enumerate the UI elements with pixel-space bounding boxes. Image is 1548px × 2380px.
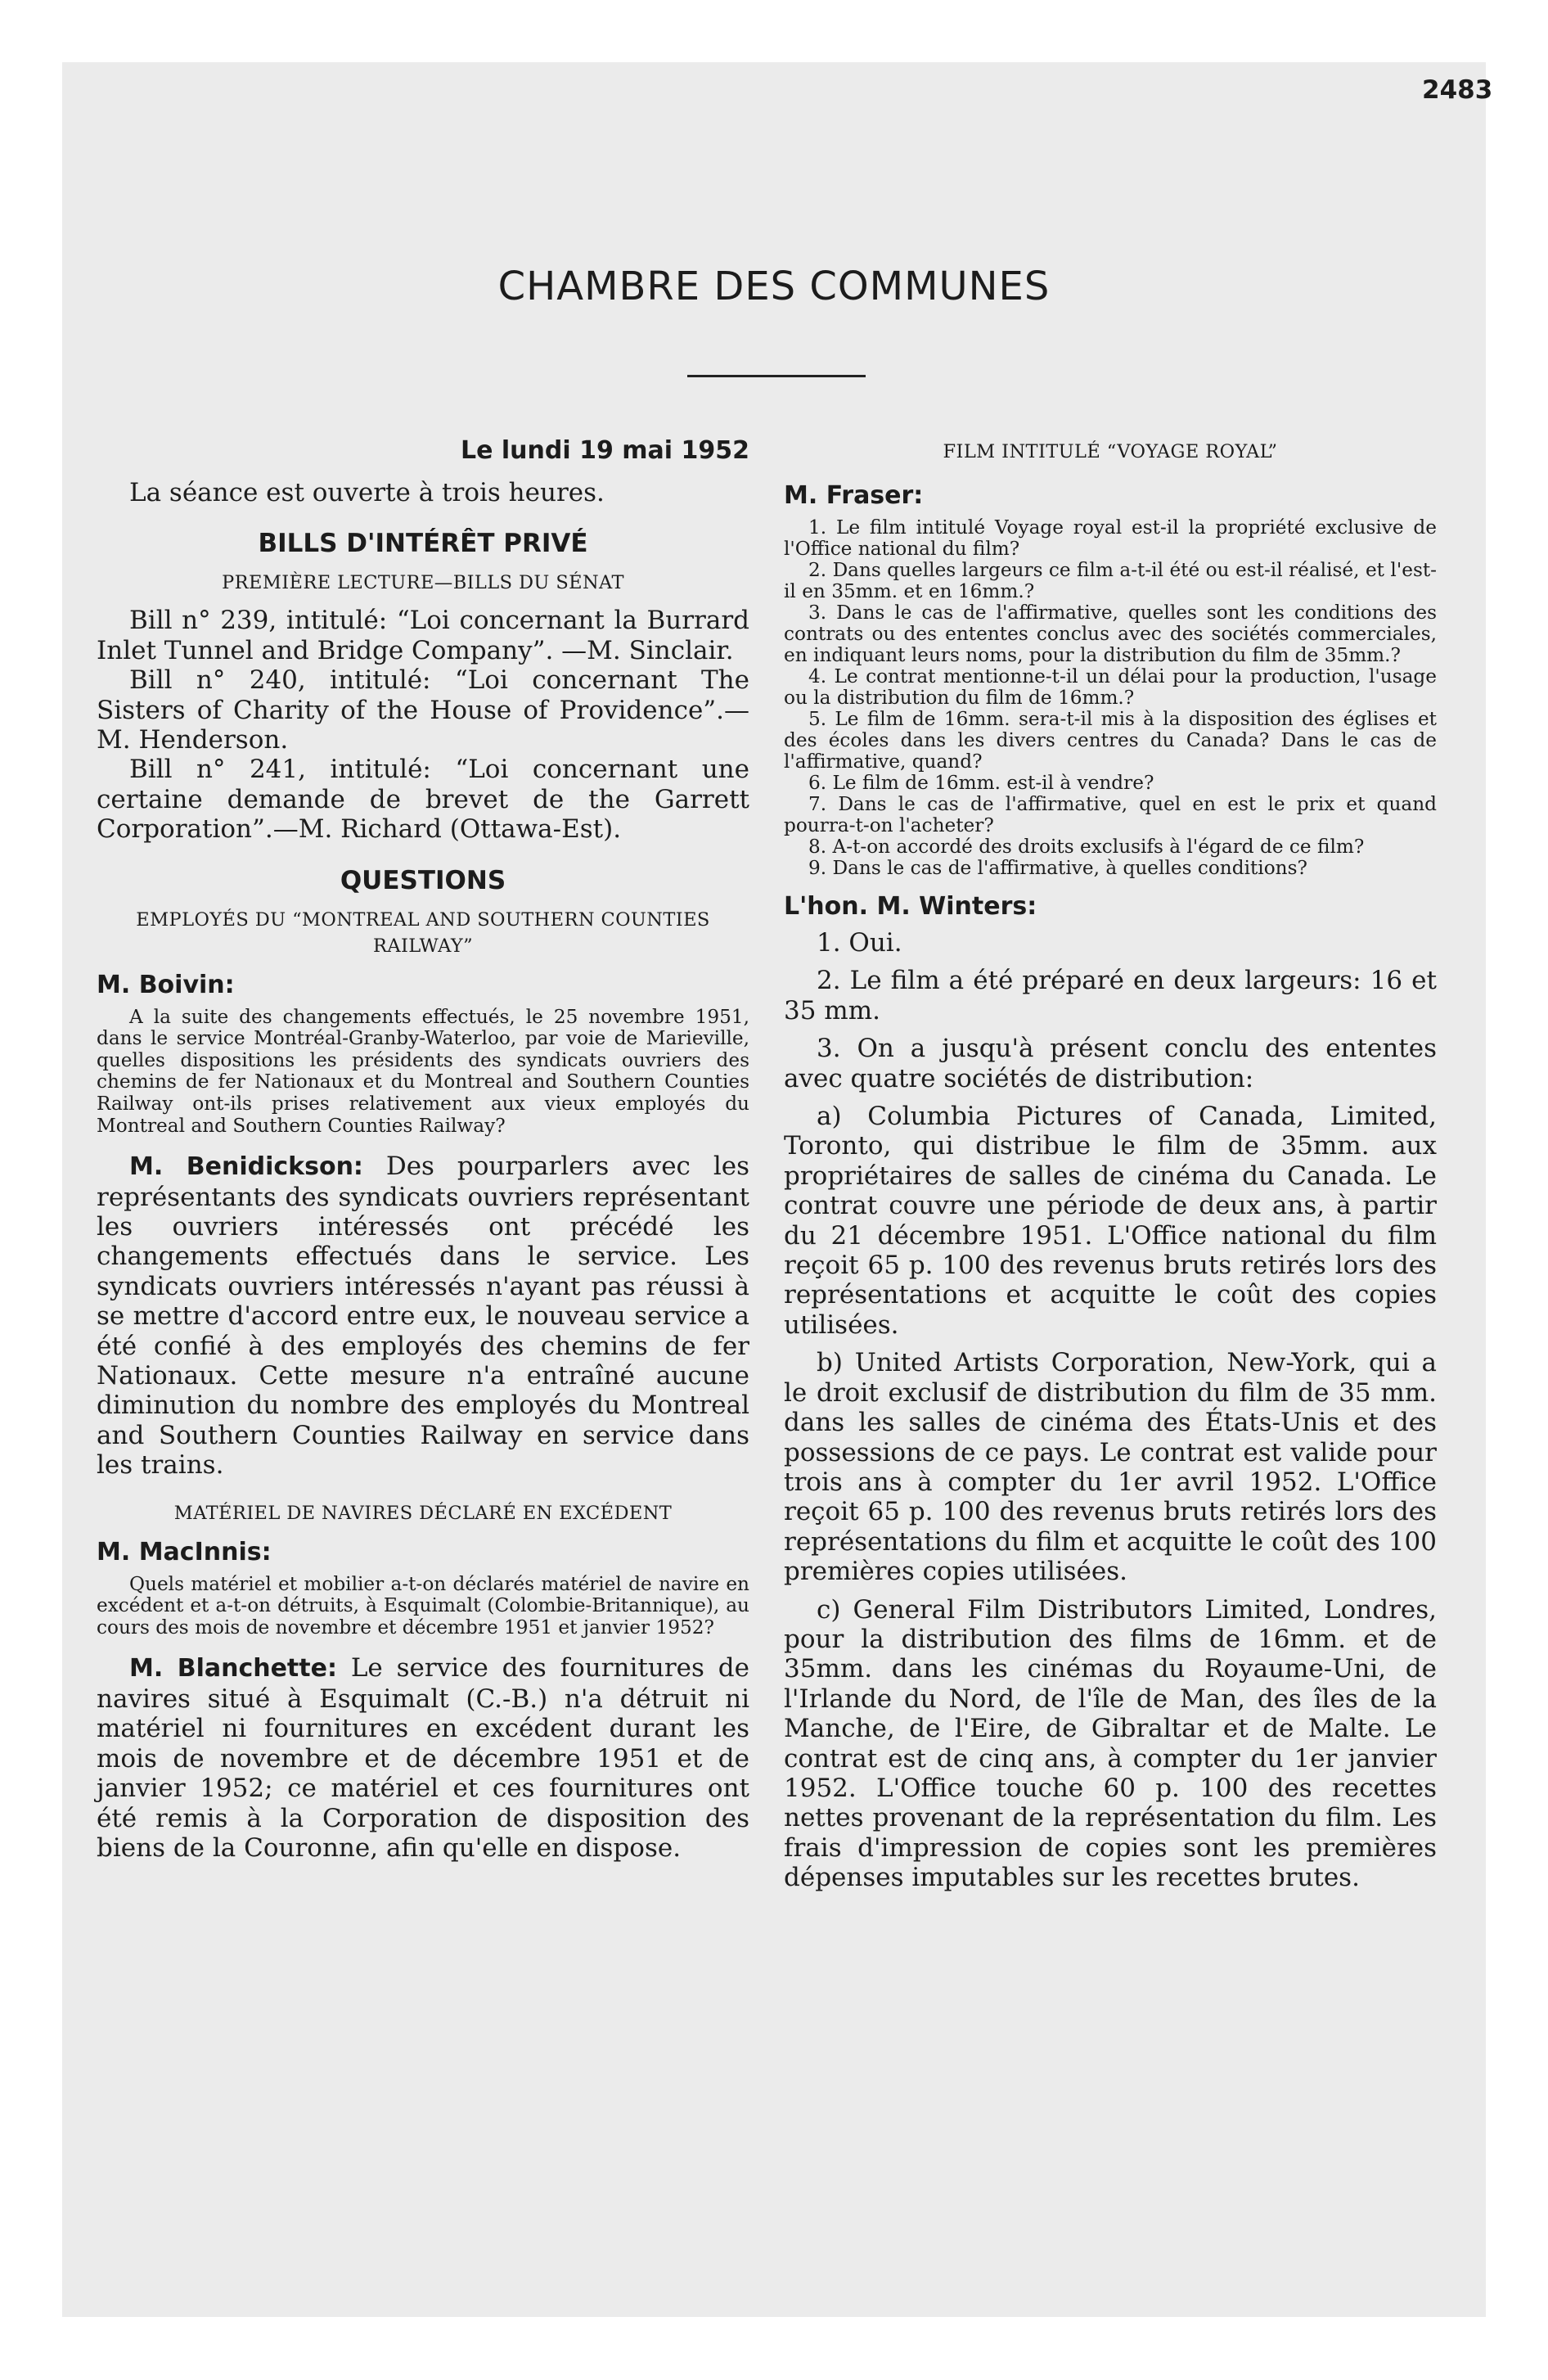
film-question-item: 1. Le film intitulé Voyage royal est-il la propriété exclusive de l'Office national du film? — [784, 516, 1437, 560]
answer-item: b) United Artists Corporation, New-York, qui a le droit exclusif de distribution du film de 35 mm. dans les salles de cinéma des États-Unis et des possessions de ce pays. Le contrat est valide pour trois ans à compter du 1er avril 1952. L'Office reçoit 65 p. 100 des revenus bruts retirés lors des représentations du film et acquitte le coût des 100 premières copies utilisées. — [784, 1348, 1437, 1587]
film-question-item: 6. Le film de 16mm. est-il à vendre? — [808, 772, 1154, 794]
bills-heading: BILLS D'INTÉRÊT PRIVÉ — [258, 529, 588, 559]
film-heading: FILM INTITULÉ “VOYAGE ROYAL” — [943, 441, 1278, 462]
question-1-text: A la suite des changements effectués, le 25 novembre 1951, dans le service Montréal-Granby-Waterloo, par voie de Marieville, quelles dispositions les présidents des syndicats ouvriers des chemins de fer Nationaux et du Montreal and Southern Counties Railway ont-ils prises relativement aux vieux employés du Montreal and Southern Counties Railway? — [97, 1005, 749, 1137]
sitting-date: Le lundi 19 mai 1952 — [460, 436, 749, 465]
answer-1-text: Des pourparlers avec les représentants des syndicats ouvriers représentant les ouvriers intéressés ont précédé les changements effectués dans le service. Les syndicats ouvriers intéressés n'ayant pas réussi à se mettre d'accord entre eux, le nouveau service a été confié à des employés des chemins de fer Nationaux. Cette mesure n'a entraîné aucune diminution du nombre des employés du Montreal and Southern Counties Railway en service dans les trains. — [97, 1152, 749, 1481]
bill-241: Bill n° 241, intitulé: “Loi concernant une certaine demande de brevet de the Garrett Corporation”.—M. Richard (Ottawa-Est). — [97, 755, 749, 845]
left-column — [97, 432, 749, 1863]
film-question-item: 9. Dans le cas de l'affirmative, à quelles conditions? — [808, 857, 1307, 879]
page-number: 2483 — [1422, 75, 1493, 105]
question-1-heading: EMPLOYÉS DU “MONTREAL AND SOUTHERN COUNTIES RAILWAY” — [136, 908, 710, 957]
film-answers — [784, 928, 1437, 1893]
bill-240: Bill n° 240, intitulé: “Loi concernant The Sisters of Charity of the House of Providence”.—M. Henderson. — [97, 665, 749, 755]
questions-heading: QUESTIONS — [340, 865, 506, 895]
film-question-item: 4. Le contrat mentionne-t-il un délai pour la production, l'usage ou la distribution du film de 16mm.? — [784, 665, 1437, 709]
opening-line: La séance est ouverte à trois heures. — [129, 478, 605, 507]
answer-item: 2. Le film a été préparé en deux largeurs: 16 et 35 mm. — [784, 966, 1437, 1025]
bill-239: Bill n° 239, intitulé: “Loi concernant la Burrard Inlet Tunnel and Bridge Company”. —M. Sinclair. — [97, 606, 749, 665]
answer-2-speaker: M. Blanchette: — [129, 1654, 337, 1684]
answer-item: a) Columbia Pictures of Canada, Limited, Toronto, qui distribue le film de 35mm. aux propriétaires de salles de cinéma du Canada. Le contrat couvre une période de deux ans, à partir du 21 décembre 1951. L'Office national du film reçoit 65 p. 100 des revenus bruts retirés lors des représentations et acquitte le coût des copies utilisées. — [784, 1102, 1437, 1340]
film-answer-speaker: L'hon. M. Winters: — [784, 892, 1037, 921]
film-question-item: 5. Le film de 16mm. sera-t-il mis à la disposition des églises et des écoles dans les divers centres du Canada? Dans le cas de l'affirmative, quand? — [784, 708, 1437, 773]
answer-1 — [97, 1152, 749, 1480]
film-question-item: 3. Dans le cas de l'affirmative, quelles sont les conditions des contrats ou des ententes conclus avec des sociétés commerciales, en indiquant leurs noms, pour la distribution du film de 35mm.? — [784, 602, 1437, 666]
answer-2 — [97, 1653, 749, 1863]
question-1-speaker: M. Boivin: — [97, 970, 235, 999]
answer-1-speaker: M. Benidickson: — [129, 1152, 363, 1182]
right-column — [784, 432, 1437, 1901]
answer-item: c) General Film Distributors Limited, Londres, pour la distribution des films de 16mm. et de 35mm. dans les cinémas du Royaume-Uni, de l'Irlande du Nord, de l'île de Man, des îles de la Manche, de l'Eire, de Gibraltar et de Malte. Le contrat est de cinq ans, à compter du 1er janvier 1952. L'Office touche 60 p. 100 des recettes nettes provenant de la représentation du film. Les frais d'impression de copies sont les premières dépenses imputables sur les recettes brutes. — [784, 1594, 1437, 1893]
question-2-text: Quels matériel et mobilier a-t-on déclarés matériel de navire en excédent et a-t-on détruits, à Esquimalt (Colombie-Britannique), au cours des mois de novembre et décembre 1951 et janvier 1952? — [97, 1572, 749, 1639]
film-question-item: 2. Dans quelles largeurs ce film a-t-il été ou est-il réalisé, et l'est-il en 35mm. et en 16mm.? — [784, 559, 1437, 602]
film-question-item: 8. A-t-on accordé des droits exclusifs à l'égard de ce film? — [808, 836, 1365, 858]
page-title: CHAMBRE DES COMMUNES — [497, 264, 1051, 309]
answer-item: 1. Oui. — [817, 928, 902, 958]
film-question-item: 7. Dans le cas de l'affirmative, quel en est le prix et quand pourra-t-on l'acheter? — [784, 793, 1437, 836]
question-2-speaker: M. MacInnis: — [97, 1537, 272, 1566]
question-2-heading: MATÉRIEL DE NAVIRES DÉCLARÉ EN EXCÉDENT — [173, 1502, 673, 1524]
answer-2-text: Le service des fournitures de navires situé à Esquimalt (C.-B.) n'a détruit ni matériel ni fournitures en excédent durant les mois de novembre et de décembre 1951 et de janvier 1952; ce matériel et ces fournitures ont été remis à la Corporation de disposition des biens de la Couronne, afin qu'elle en dispose. — [97, 1653, 749, 1863]
bills-subheading: PREMIÈRE LECTURE—BILLS DU SÉNAT — [222, 572, 624, 594]
film-questions — [784, 517, 1437, 879]
answer-item: 3. On a jusqu'à présent conclu des ententes avec quatre sociétés de distribution: — [784, 1034, 1437, 1093]
film-question-speaker: M. Fraser: — [784, 481, 924, 510]
title-rule — [687, 375, 866, 377]
